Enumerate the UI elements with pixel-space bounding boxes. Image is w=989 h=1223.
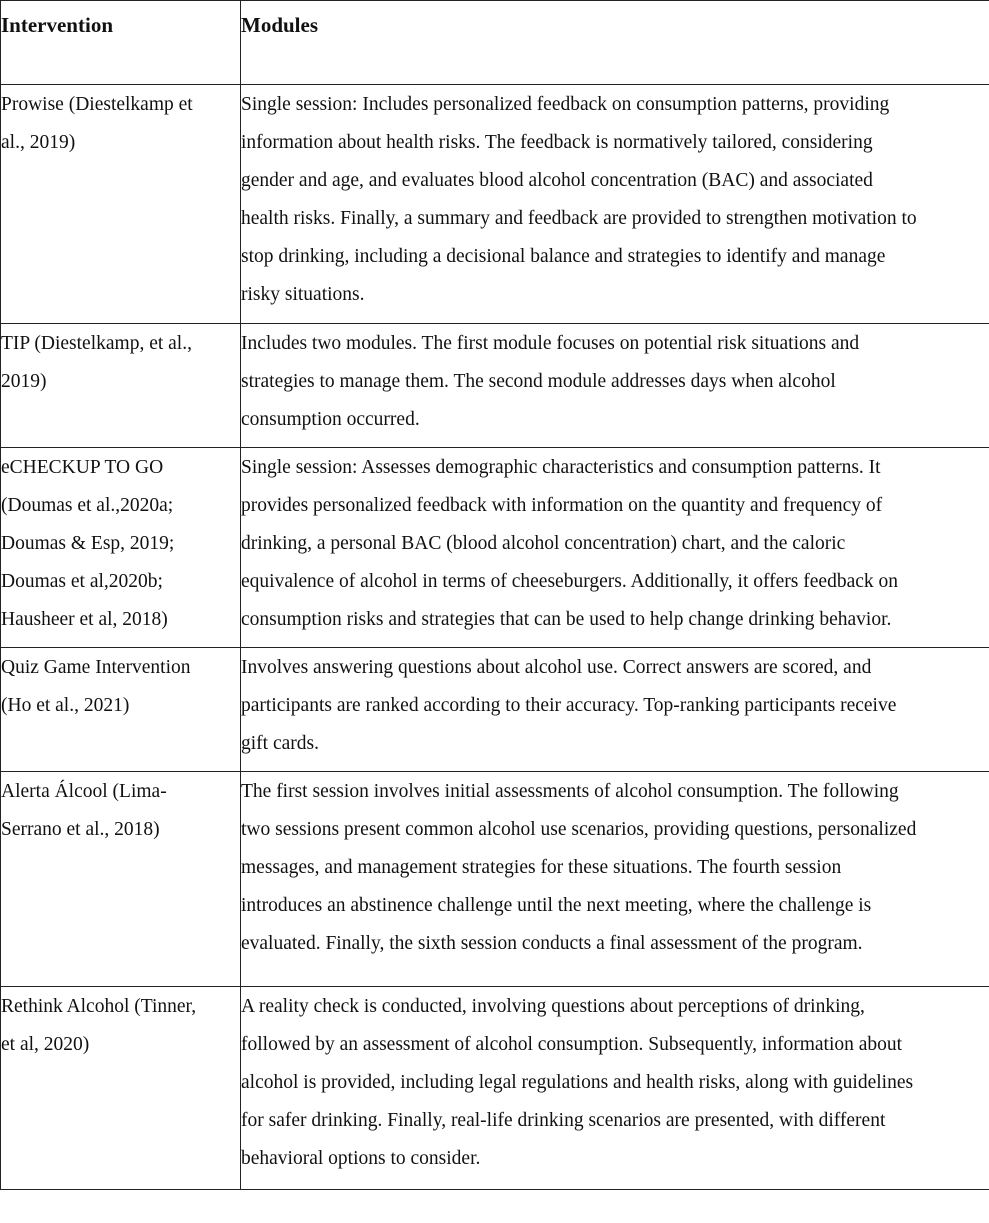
modules-line: stop drinking, including a decisional balance and strategies to identify and manage [241,246,886,267]
table-row [1,85,989,324]
intervention-cell [1,772,241,987]
intervention-cell [1,648,241,772]
modules-cell [241,85,989,324]
table-row [1,772,989,987]
modules-line: The first session involves initial assessments of alcohol consumption. The following [241,781,899,802]
modules-line: consumption occurred. [241,409,420,430]
intervention-line: Alerta Álcool (Lima- [1,781,167,802]
header-modules: Modules [241,1,989,85]
modules-line: Single session: Includes personalized feedback on consumption patterns, providing [241,94,890,115]
modules-line: participants are ranked according to their accuracy. Top-ranking participants receive [241,695,897,716]
modules-line: messages, and management strategies for these situations. The fourth session [241,857,842,878]
modules-line: introduces an abstinence challenge until the next meeting, where the challenge is [241,895,872,916]
modules-line: risky situations. [241,284,365,305]
intervention-line: Rethink Alcohol (Tinner, [1,996,197,1017]
modules-line: information about health risks. The feedback is normatively tailored, considering [241,132,873,153]
intervention-line: 2019) [1,371,47,392]
intervention-line: (Ho et al., 2021) [1,695,130,716]
header-row [1,1,989,85]
modules-cell [241,772,989,987]
intervention-cell [1,987,241,1190]
intervention-line: Serrano et al., 2018) [1,819,160,840]
modules-line: gender and age, and evaluates blood alcohol concentration (BAC) and associated [241,170,873,191]
modules-line: A reality check is conducted, involving questions about perceptions of drinking, [241,996,865,1017]
modules-cell [241,448,989,648]
intervention-line: Prowise (Diestelkamp et [1,94,193,115]
intervention-line: TIP (Diestelkamp, et al., [1,333,192,354]
intervention-line: Doumas et al,2020b; [1,571,163,592]
table-row [1,324,989,448]
modules-cell [241,648,989,772]
intervention-line: et al, 2020) [1,1034,90,1055]
intervention-cell [1,85,241,324]
modules-cell [241,987,989,1190]
modules-line: two sessions present common alcohol use scenarios, providing questions, personalized [241,819,917,840]
table-row [1,648,989,772]
modules-line: consumption risks and strategies that can be used to help change drinking behavior. [241,609,892,630]
modules-line: alcohol is provided, including legal regulations and health risks, along with guidelines [241,1072,914,1093]
intervention-line: Doumas & Esp, 2019; [1,533,175,554]
modules-cell [241,324,989,448]
intervention-line: (Doumas et al.,2020a; [1,495,174,516]
modules-line: followed by an assessment of alcohol consumption. Subsequently, information about [241,1034,903,1055]
modules-line: gift cards. [241,733,319,754]
modules-line: drinking, a personal BAC (blood alcohol concentration) chart, and the caloric [241,533,846,554]
modules-line: Includes two modules. The first module focuses on potential risk situations and [241,333,860,354]
intervention-cell [1,448,241,648]
intervention-line: eCHECKUP TO GO [1,457,164,478]
modules-line: Single session: Assesses demographic characteristics and consumption patterns. It [241,457,881,478]
modules-line: for safer drinking. Finally, real-life drinking scenarios are presented, with different [241,1110,886,1131]
table-row [1,448,989,648]
intervention-line: Hausheer et al, 2018) [1,609,168,630]
modules-line: evaluated. Finally, the sixth session conducts a final assessment of the program. [241,933,863,954]
modules-line: health risks. Finally, a summary and feedback are provided to strengthen motivation to [241,208,917,229]
modules-line: behavioral options to consider. [241,1148,481,1169]
table-row [1,987,989,1190]
intervention-line: al., 2019) [1,132,76,153]
intervention-line: Quiz Game Intervention [1,657,191,678]
modules-line: equivalence of alcohol in terms of cheeseburgers. Additionally, it offers feedback on [241,571,899,592]
modules-line: Involves answering questions about alcohol use. Correct answers are scored, and [241,657,872,678]
modules-line: strategies to manage them. The second module addresses days when alcohol [241,371,836,392]
intervention-cell [1,324,241,448]
header-intervention: Intervention [1,1,241,85]
modules-line: provides personalized feedback with information on the quantity and frequency of [241,495,883,516]
